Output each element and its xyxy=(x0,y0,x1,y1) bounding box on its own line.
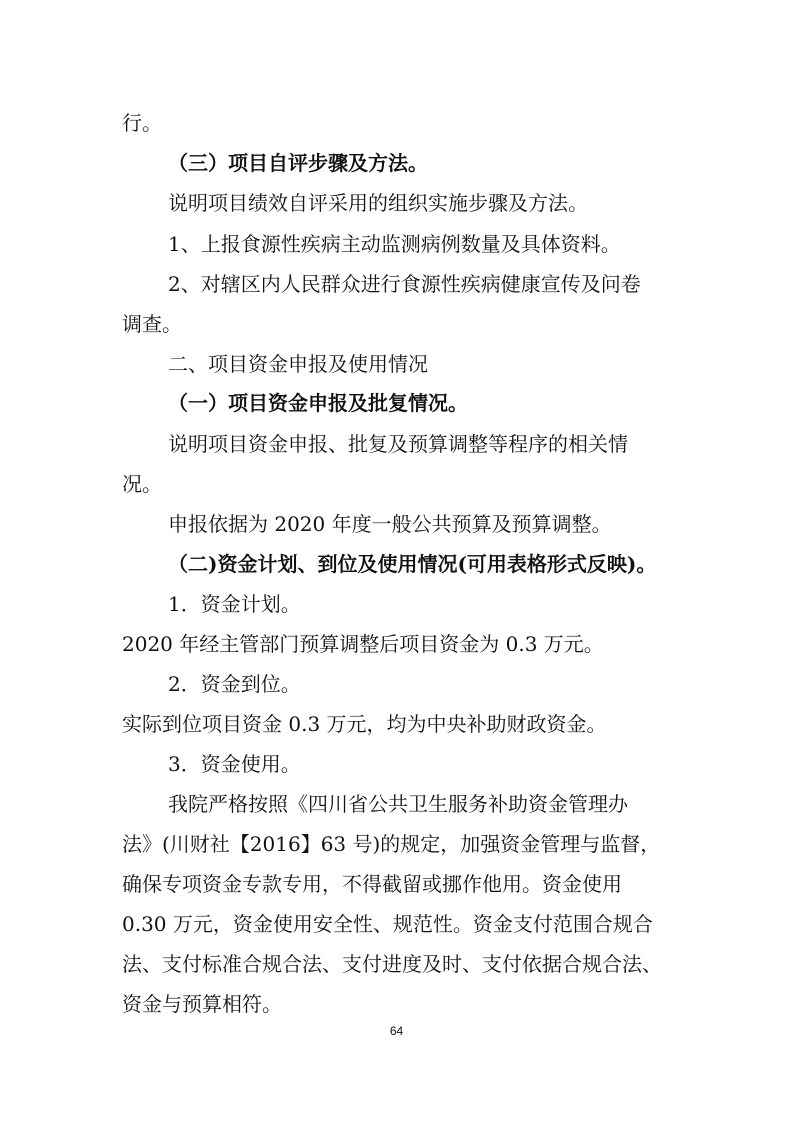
section-heading-steps: （三）项目自评步骤及方法。 xyxy=(168,151,428,175)
paragraph-line: 况。 xyxy=(122,472,162,496)
paragraph-line: 2020 年经主管部门预算调整后项目资金为 0.3 万元。 xyxy=(122,632,604,656)
paragraph-line: 资金与预算相符。 xyxy=(122,992,282,1016)
list-item-1: 1、上报食源性疾病主动监测病例数量及具体资料。 xyxy=(168,232,621,256)
subheading-arrival: 2．资金到位。 xyxy=(168,672,301,696)
section-heading-plan: （二)资金计划、到位及使用情况(可用表格形式反映)。 xyxy=(168,552,657,576)
paragraph-line: 说明项目绩效自评采用的组织实施步骤及方法。 xyxy=(168,191,588,215)
paragraph-line: 实际到位项目资金 0.3 万元，均为中央补助财政资金。 xyxy=(122,712,607,736)
paragraph-line: 调查。 xyxy=(122,312,182,336)
section-heading-application: （一）项目资金申报及批复情况。 xyxy=(168,391,468,415)
subheading-plan: 1．资金计划。 xyxy=(168,592,301,616)
page-number: 64 xyxy=(389,1024,404,1038)
paragraph-line: 确保专项资金专款专用，不得截留或挪作他用。资金使用 xyxy=(122,872,622,896)
paragraph-line: 法》(川财社【2016】63 号)的规定，加强资金管理与监督， xyxy=(122,832,661,856)
chapter-heading-funds: 二、项目资金申报及使用情况 xyxy=(168,352,428,376)
paragraph-line: 法、支付标准合规合法、支付进度及时、支付依据合规合法、 xyxy=(122,952,662,976)
paragraph-line: 我院严格按照《四川省公共卫生服务补助资金管理办 xyxy=(168,792,628,816)
subheading-usage: 3．资金使用。 xyxy=(168,752,301,776)
paragraph-line: 申报依据为 2020 年度一般公共预算及预算调整。 xyxy=(168,512,612,536)
list-item-2: 2、对辖区内人民群众进行食源性疾病健康宣传及问卷 xyxy=(168,272,641,296)
paragraph-line: 0.30 万元，资金使用安全性、规范性。资金支付范围合规合 xyxy=(122,912,653,936)
paragraph-line: 说明项目资金申报、批复及预算调整等程序的相关情 xyxy=(168,432,628,456)
continuation-line: 行。 xyxy=(122,111,162,135)
